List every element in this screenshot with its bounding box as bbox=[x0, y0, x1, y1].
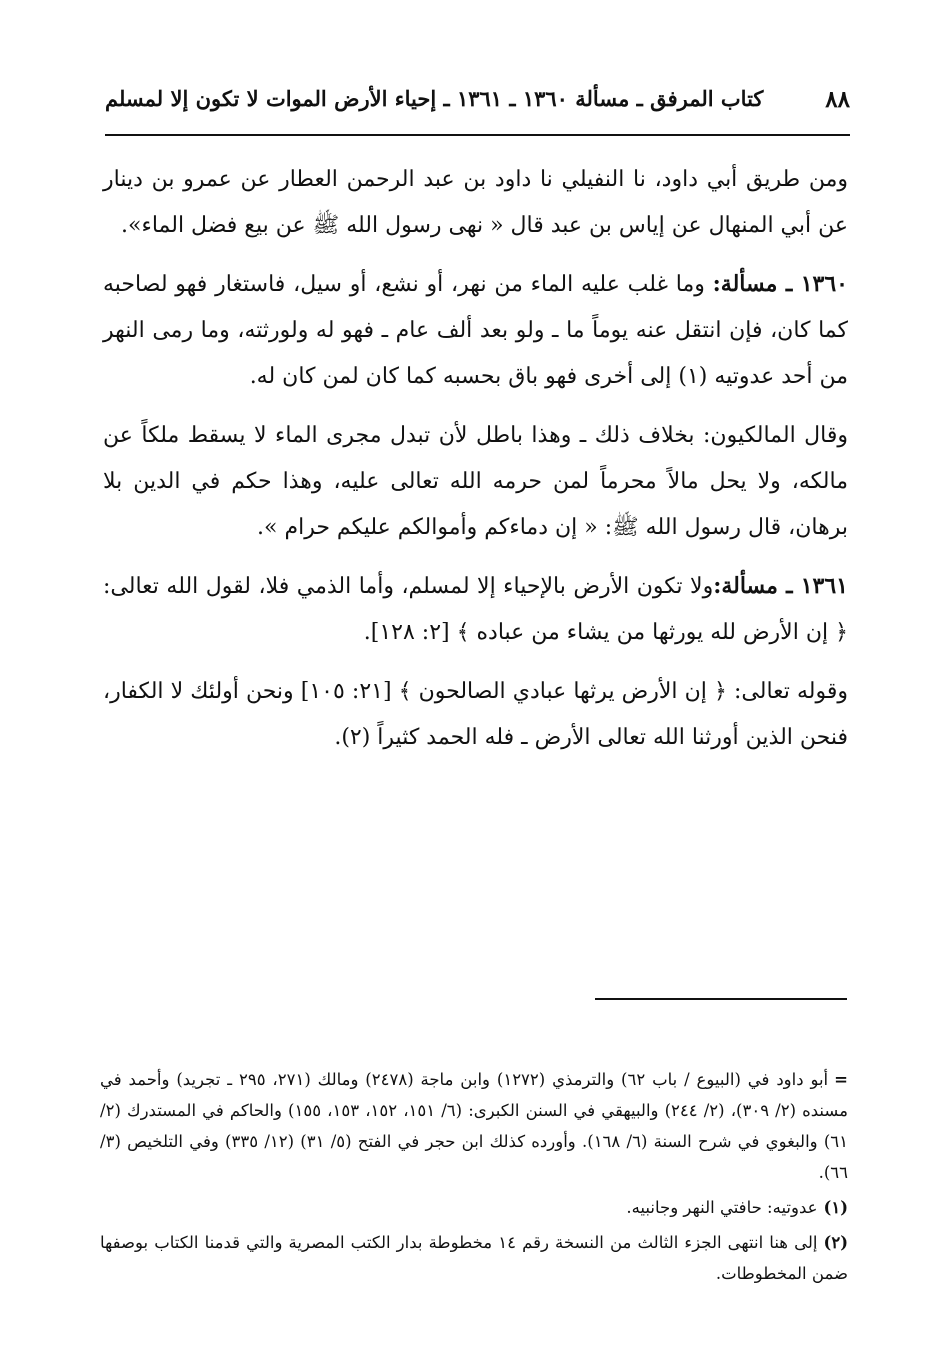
footnote-rule bbox=[595, 998, 847, 1000]
footnote-marker: = bbox=[834, 1070, 848, 1089]
page-header bbox=[105, 86, 850, 126]
page-number: ٨٨ bbox=[825, 86, 850, 113]
footnote-text: عدوتيه: حافتي النهر وجانبيه. bbox=[626, 1198, 818, 1217]
paragraph-text: وقوله تعالى: ﴿ إن الأرض يرثها عبادي الصالحون ﴾ [٢١: ١٠٥] ونحن أولئك لا الكفار، فنحن الذين أورثنا الله تعالى الأرض ـ فله الحمد كثيراً (٢). bbox=[103, 679, 848, 750]
footnote bbox=[100, 1192, 848, 1223]
running-title: كتاب المرفق ـ مسألة ١٣٦٠ ـ ١٣٦١ ـ إحياء الأرض الموات لا تكون إلا لمسلم bbox=[105, 86, 764, 111]
paragraph-text: وقال المالكيون: بخلاف ذلك ـ وهذا باطل لأن تبدل مجرى الماء لا يسقط ملكاً عن مالكه، ولا يحل مالاً محرماً لمن حرمه الله تعالى عليه، وهذا حكم في الدين بلا برهان، قال رسول الله ﷺ: « إن دماءكم وأموالكم عليكم حرام ». bbox=[103, 423, 848, 540]
footnotes bbox=[100, 1064, 848, 1293]
paragraph-text: وما غلب عليه الماء من نهر، أو نشع، أو سيل، فاستغار فهو لصاحبه كما كان، فإن انتقل عنه يوماً ما ـ ولو بعد ألف عام ـ فهو له ولورثته، وما رمى النهر من أحد عدوتيه (١) إلى أخرى فهو باق بحسبه كما كان لمن كان له. bbox=[103, 272, 848, 389]
footnote-marker: (١) bbox=[823, 1198, 848, 1217]
paragraph-lead: ١٣٦٠ ـ مسألة: bbox=[712, 271, 848, 297]
main-text bbox=[103, 156, 848, 773]
footnote-text: أبو داود في (البيوع / باب ٦٢) والترمذي (١٢٧٢) وابن ماجة (٢٤٧٨) ومالك (٢٧١، ٢٩٥ ـ تجريد) وأحمد في مسنده (٢/ ٣٠٩)، (٢/ ٢٤٤) والبيهقي في السنن الكبرى: (٦/ ١٥١، ١٥٢، ١٥٣، ١٥٥) والحاكم في المستدرك (٢/ ٦١) والبغوي في شرح السنة (٦/ ١٦٨). وأورده كذلك ابن حجر في الفتح (٥/ ٣١) (١٢/ ٣٣٥) وفي التلخيص (٣/ ٦٦). bbox=[100, 1070, 849, 1182]
paragraph-text: ولا تكون الأرض بالإحياء إلا لمسلم، وأما الذمي فلا، لقول الله تعالى: ﴿ إن الأرض لله يورثها من يشاء من عباده ﴾ [٢: ١٢٨]. bbox=[103, 574, 848, 645]
paragraph-text: ومن طريق أبي داود، نا النفيلي نا داود بن عبد الرحمن العطار عن عمرو بن دينار عن أبي المنهال عن إياس بن عبد قال « نهى رسول الله ﷺ عن بيع فضل الماء». bbox=[103, 167, 848, 238]
paragraph bbox=[103, 412, 848, 551]
footnote-text: إلى هنا انتهى الجزء الثالث من النسخة رقم ١٤ مخطوطة بدار الكتب المصرية والتي قدمنا الكتاب بوصفها ضمن المخطوطات. bbox=[100, 1233, 848, 1283]
footnote bbox=[100, 1227, 848, 1289]
paragraph bbox=[103, 156, 848, 249]
paragraph bbox=[103, 563, 848, 656]
paragraph bbox=[103, 668, 848, 761]
paragraph bbox=[103, 261, 848, 400]
paragraph-lead: ١٣٦١ ـ مسألة: bbox=[713, 573, 848, 599]
header-rule bbox=[105, 134, 850, 136]
footnote-marker: (٢) bbox=[823, 1233, 848, 1252]
footnote bbox=[100, 1064, 848, 1188]
